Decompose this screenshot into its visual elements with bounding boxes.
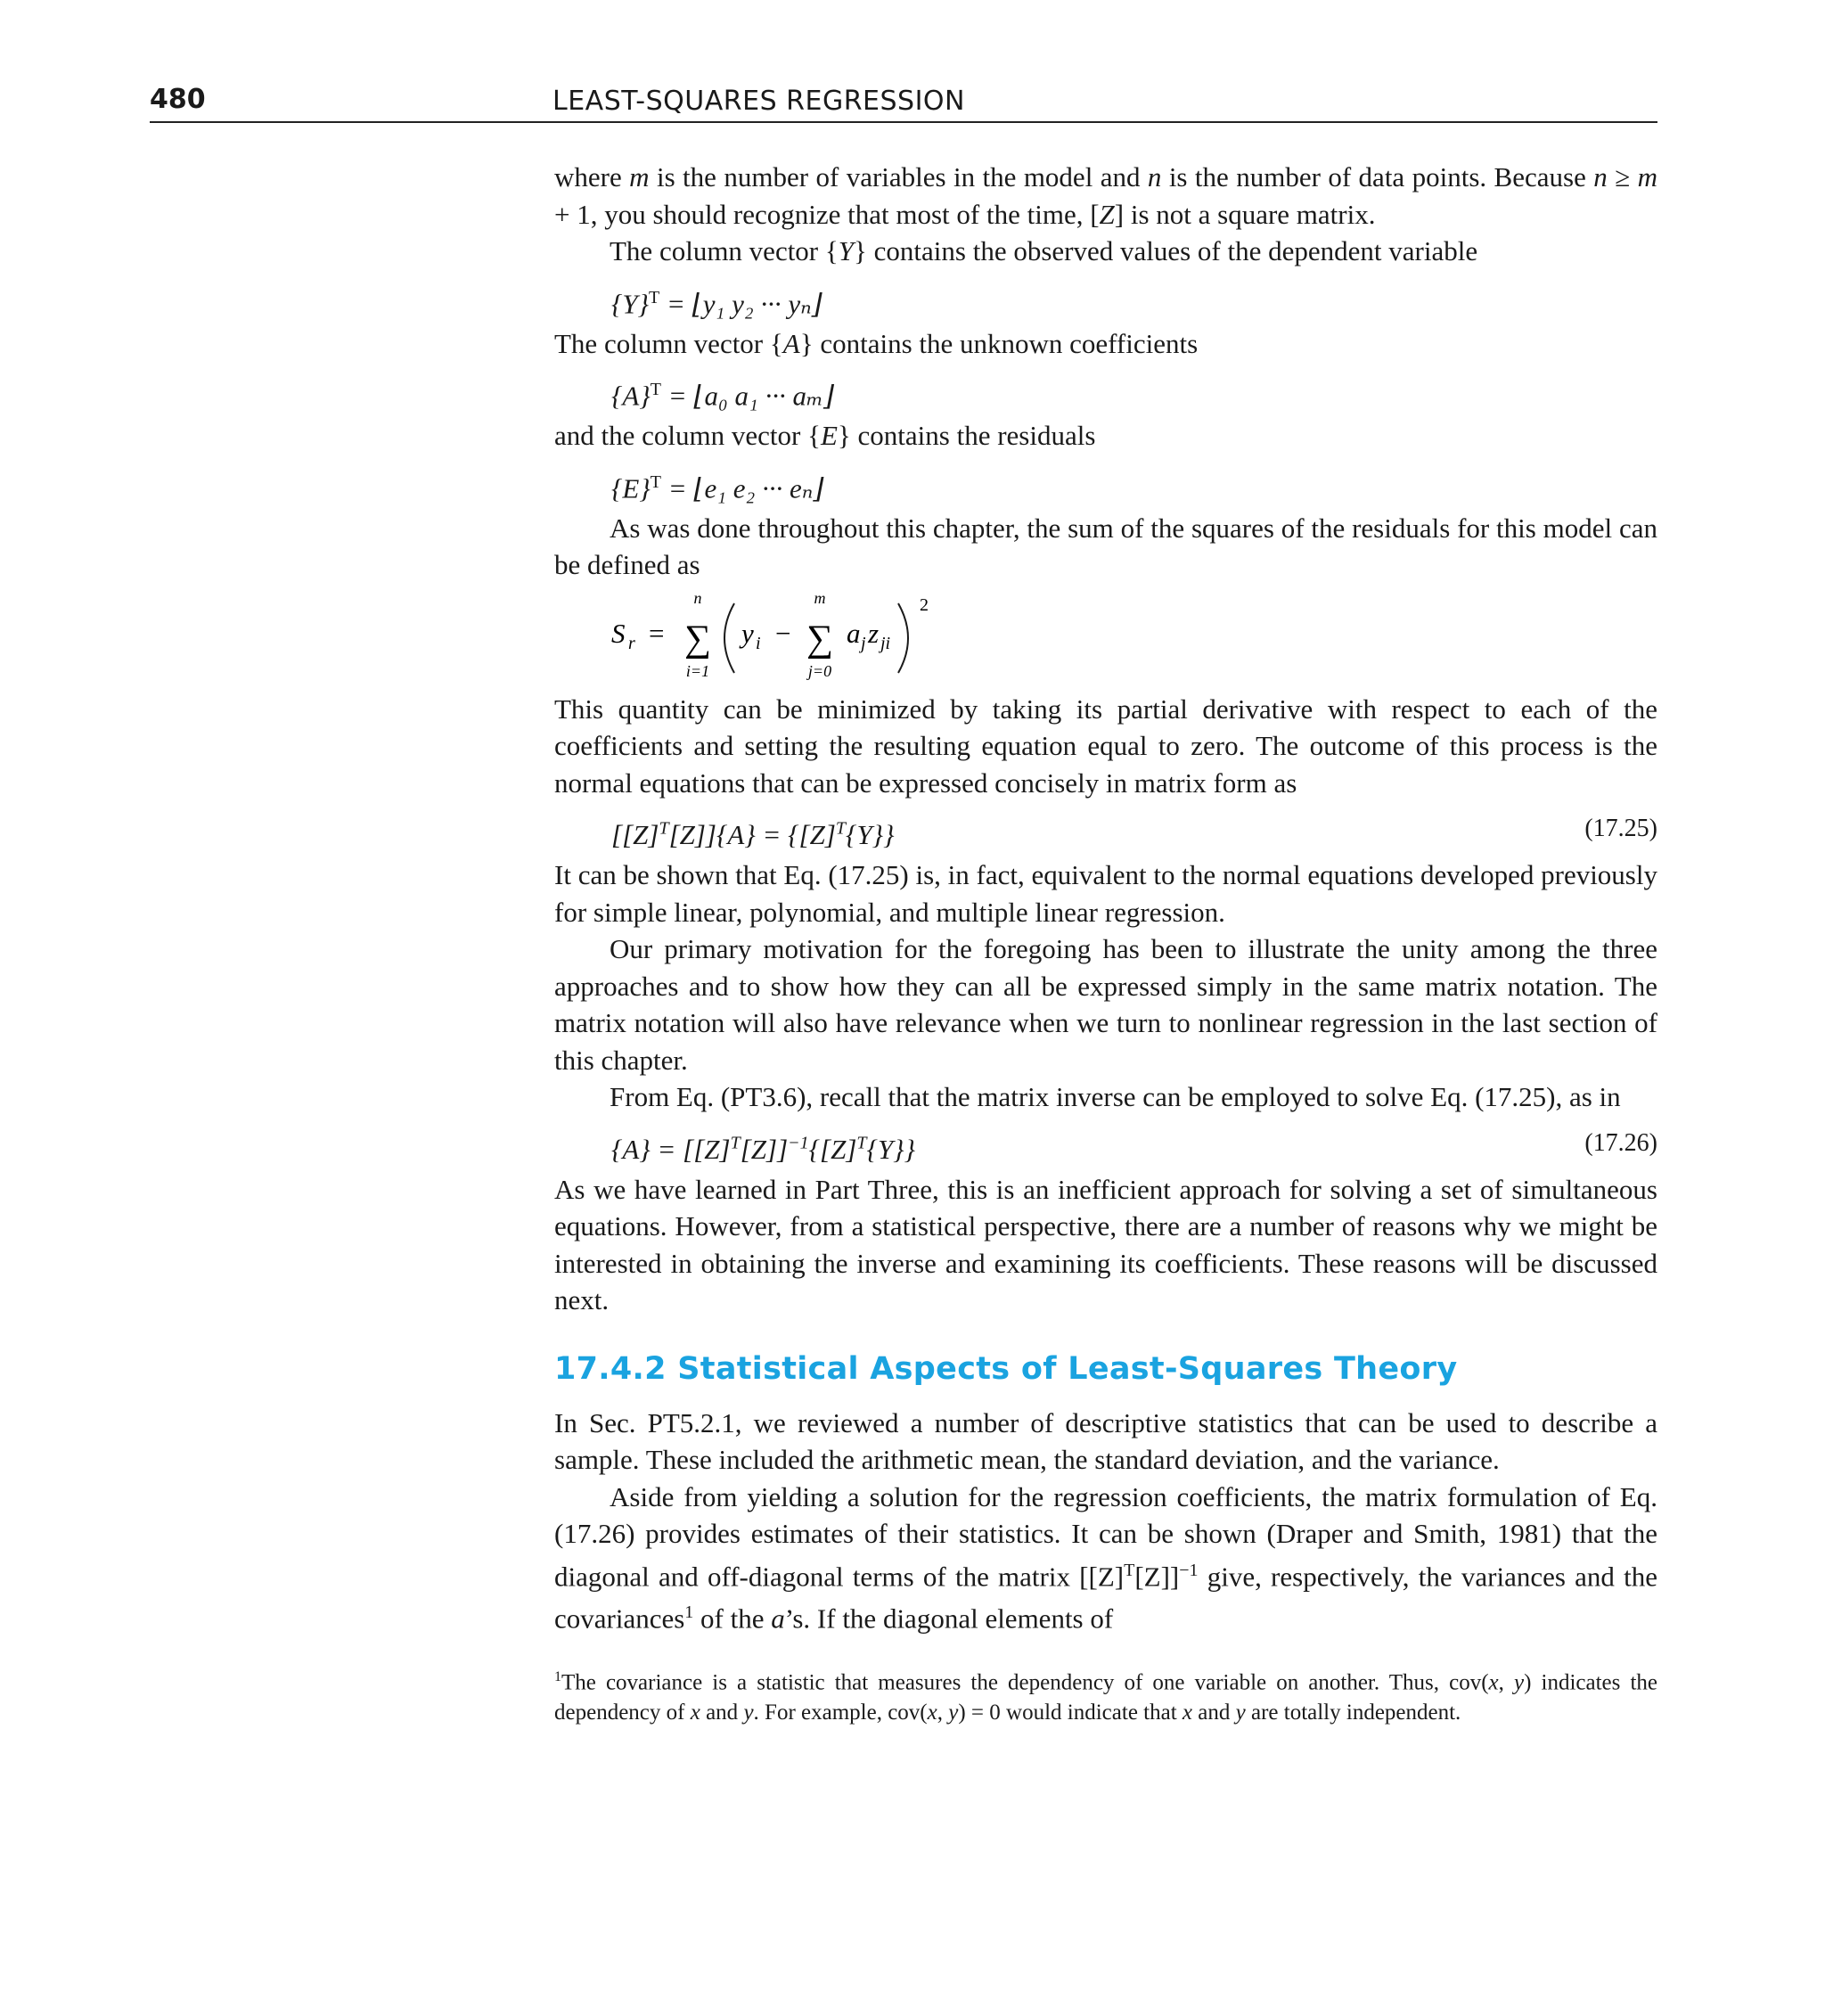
sum1-sigma: ∑: [684, 618, 711, 660]
footnote-ref: 1: [684, 1602, 694, 1623]
left-paren: [724, 603, 734, 673]
z-symbol: z: [868, 617, 880, 649]
paragraph-minimize: This quantity can be minimized by taking its partial derivative with respect to each of the coefficients and setting the resulting equation equal to zero. The outcome of this process is the normal equations that can be expressed concisely in matrix form as: [554, 692, 1657, 799]
page-header: [150, 86, 1657, 123]
equation-y-vector: $\{Y\}^T$ = ⌊y₁ y₂ ··· yₙ⌋: [611, 287, 822, 319]
equation-number-17-25: (17.25): [1584, 815, 1657, 842]
equation-17-26: $\{A\} = [[Z]^T[Z]]^{-1}\{[Z]^T\{Y\}\}$ (17.26): [554, 1116, 1657, 1171]
text-column: [554, 159, 1657, 1750]
footnote: $^1$The covariance is a statistic that measures the dependency of one variable on another. Thus, cov(x, y) indicates the dependency of x and y. For example, cov(x, y) = 0 would indicate that x and y are totally independent.: [554, 1669, 1657, 1725]
paragraph-descriptive-stats: In Sec. PT5.2.1, we reviewed a number of descriptive statistics that can be used to describe a sample. These included the arithmetic mean, the standard deviation, and the variance.: [554, 1406, 1657, 1475]
sr-equals: =: [649, 617, 665, 649]
sum2-sigma: ∑: [806, 618, 833, 660]
a-subscript: j: [861, 633, 866, 653]
page-number: 480: [150, 84, 206, 115]
running-title: LEAST-SQUARES REGRESSION: [552, 86, 965, 117]
sum1-lower-limit: i=1: [685, 661, 710, 680]
right-paren: [898, 603, 908, 673]
paragraph-vector-y: The column vector {Y} contains the observed values of the dependent variable: [610, 235, 1478, 266]
equation-17-25: $[[Z]^T[Z]]\{A\} = \{[Z]^T\{Y\}\}$ (17.25): [554, 801, 1657, 856]
paragraph-vector-e: and the column vector {E} contains the residuals: [554, 420, 1096, 451]
sum2-upper-limit: m: [814, 588, 826, 607]
paragraph-inefficient: As we have learned in Part Three, this is an inefficient approach for solving a set of simultaneous equations. However, from a statistical perspective, there are a number of reasons why we might be interested in obtaining the inverse and examining its coefficients. These reasons will be discussed next.: [554, 1173, 1657, 1315]
equation-e-vector: $\{E\}^T$ = ⌊e₁ e₂ ··· eₙ⌋: [611, 471, 824, 504]
sr-symbol: S: [611, 617, 626, 649]
a-symbol: a: [847, 617, 861, 649]
equation-number-17-26: (17.26): [1584, 1128, 1657, 1157]
minus-sign: −: [775, 617, 791, 649]
paragraph-vector-a: The column vector {A} contains the unknown coefficients: [554, 327, 1199, 359]
sr-formula-svg: [611, 584, 1057, 691]
paragraph-motivation: Our primary motivation for the foregoing has been to illustrate the unity among the three approaches and to show how they can all be expressed simply in the same matrix notation. The matrix notation will also have relevance when we turn to nonlinear regression in the last section of this chapter.: [554, 933, 1657, 1076]
equation-sr: [554, 584, 1657, 691]
power-two: 2: [920, 594, 929, 615]
paragraph-regression-stats: Aside from yielding a solution for the regression coefficients, the matrix formulation of Eq. (17.26) provides estimates of their statistics. It can be shown (Draper and Smith, 1981) that the diagonal and off-diagonal terms of the matrix $[[Z]^T[Z]]^{-1}$ give, respectively, the variances and the covariances$^1$ of the a’s. If the diagonal elements of: [554, 1480, 1657, 1635]
section-heading: 17.4.2 Statistical Aspects of Least-Squares Theory: [554, 1350, 1458, 1387]
sum1-upper-limit: n: [693, 588, 702, 607]
paragraph-sum-squares: As was done throughout this chapter, the sum of the squares of the residuals for this model can be defined as: [554, 512, 1657, 580]
paragraph-matrix-inverse: From Eq. (PT3.6), recall that the matrix inverse can be employed to solve Eq. (17.25), as in: [610, 1081, 1621, 1112]
y-subscript: i: [756, 633, 761, 653]
sum2-lower-limit: j=0: [807, 661, 832, 680]
equation-a-vector: $\{A\}^T$ = ⌊a₀ a₁ ··· aₘ⌋: [611, 380, 835, 412]
z-subscript: ji: [880, 633, 891, 653]
y-symbol: y: [741, 617, 754, 649]
sr-subscript: r: [628, 633, 635, 653]
paragraph-equivalent: It can be shown that Eq. (17.25) is, in fact, equivalent to the normal equations developed previously for simple linear, polynomial, and multiple linear regression.: [554, 859, 1657, 928]
paragraph-variables: where m is the number of variables in the model and n is the number of data points. Because n ≥ m + 1, you should recognize that most of the time, [Z] is not a square matrix.: [554, 161, 1658, 230]
